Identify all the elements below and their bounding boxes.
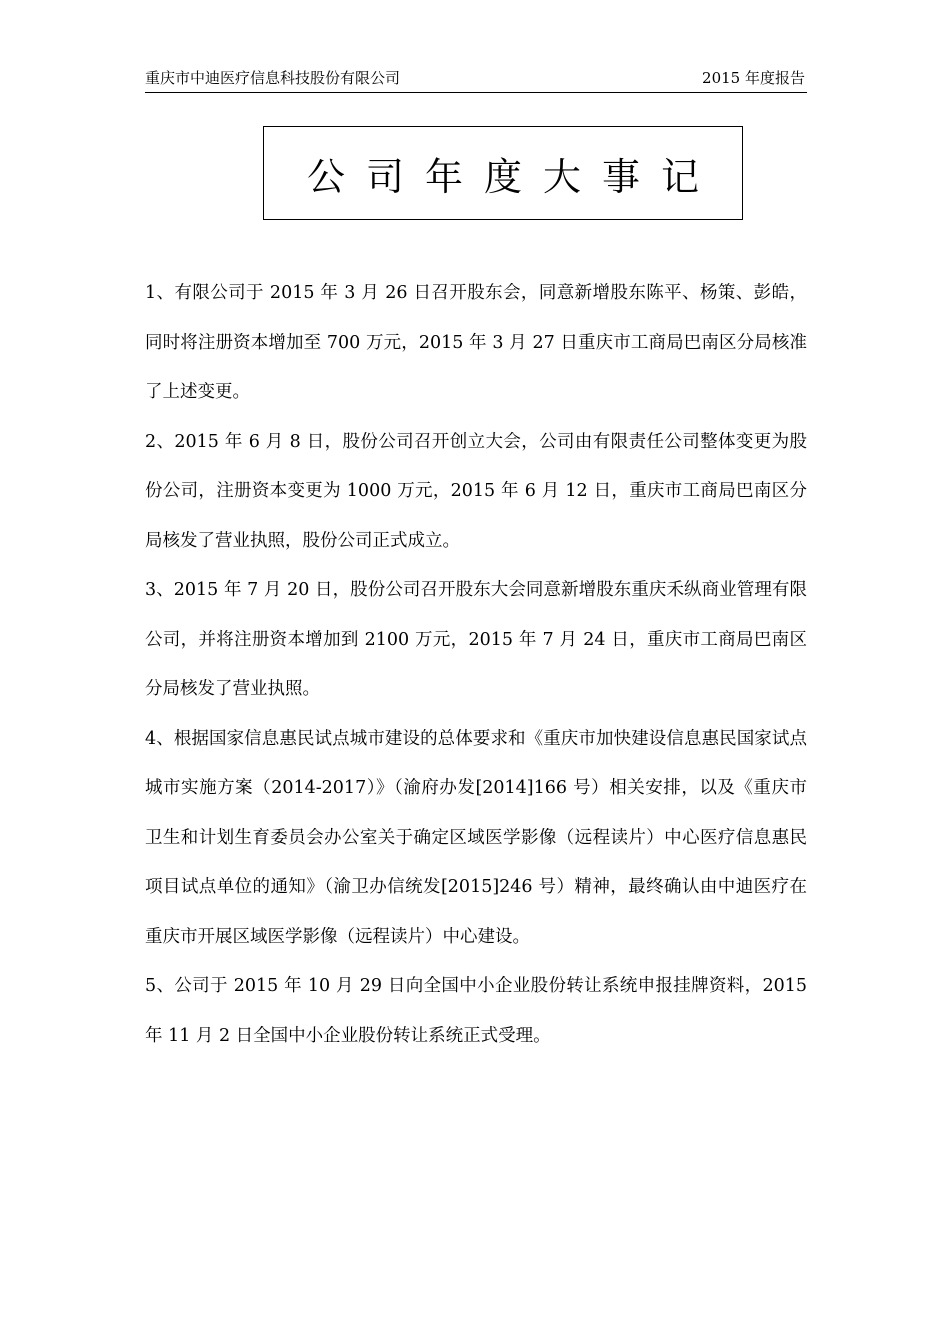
- event-paragraph-4: 4、根据国家信息惠民试点城市建设的总体要求和《重庆市加快建设信息惠民国家试点城市实施方案（2014-2017）》（渝府办发[2014]166 号）相关安排，以及《重庆市卫生和计划生育委员会办公室关于确定区域医学影像（远程读片）中心医疗信息惠民项目试点单位的通知》（渝卫办信统发[2015]246 号）精神，最终确认由中迪医疗在重庆市开展区域医学影像（远程读片）中心建设。: [145, 728, 807, 947]
- event-paragraph-3: 3、2015 年 7 月 20 日，股份公司召开股东大会同意新增股东重庆禾纵商业管理有限公司，并将注册资本增加到 2100 万元，2015 年 7 月 24 日，重庆市工商局巴南区分局核发了营业执照。: [145, 580, 807, 699]
- page-title: 公司年度大事记: [306, 154, 720, 199]
- title-box: [263, 126, 743, 220]
- event-paragraph-2: 2、2015 年 6 月 8 日，股份公司召开创立大会，公司由有限责任公司整体变更为股份公司，注册资本变更为 1000 万元，2015 年 6 月 12 日，重庆市工商局巴南区分局核发了营业执照，股份公司正式成立。: [145, 431, 807, 551]
- event-paragraph-1: 1、有限公司于 2015 年 3 月 26 日召开股东会，同意新增股东陈平、杨策、彭皓，同时将注册资本增加至 700 万元，2015 年 3 月 27 日重庆市工商局巴南区分局核准了上述变更。: [145, 283, 807, 402]
- header-company-name: 重庆市中迪医疗信息科技股份有限公司: [145, 69, 401, 87]
- events-list: [145, 269, 807, 1061]
- page-header: [145, 66, 807, 93]
- event-paragraph-5: 5、公司于 2015 年 10 月 29 日向全国中小企业股份转让系统申报挂牌资料，2015 年 11 月 2 日全国中小企业股份转让系统正式受理。: [145, 976, 807, 1046]
- header-report-label: 2015 年度报告: [702, 69, 805, 87]
